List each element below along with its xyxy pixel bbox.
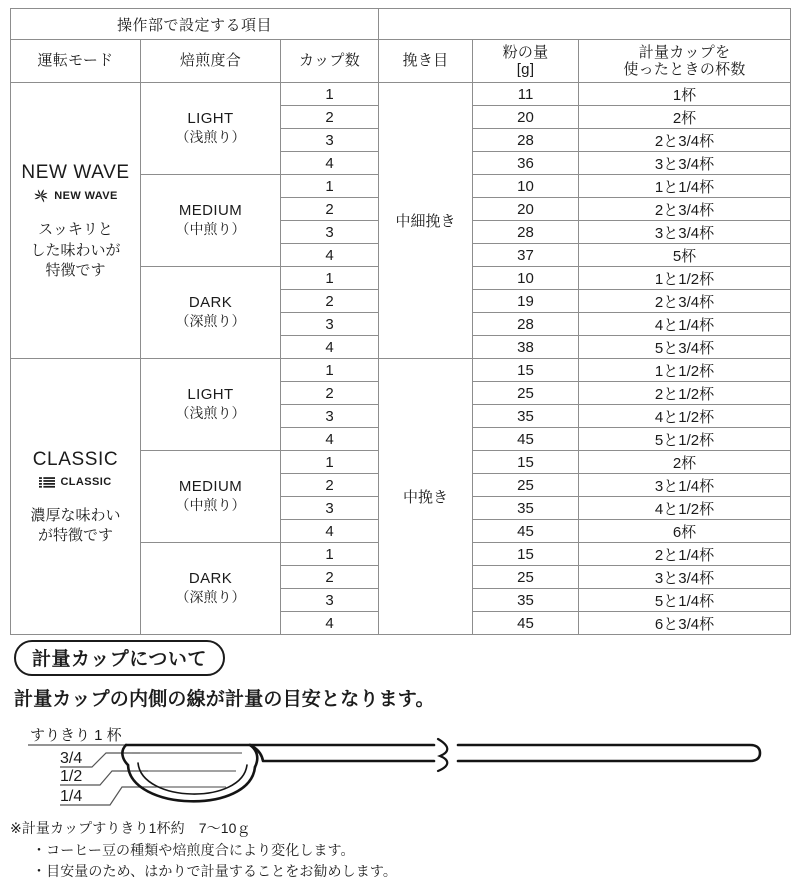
roast-name-jp: （深煎り） [175,589,246,606]
table-group-header-row [11,9,791,40]
cell-scoop-count: 1と1/4杯 [579,175,791,198]
cell-coffee-grams: 28 [473,129,579,152]
cell-cup-count: 2 [281,106,379,129]
cell-coffee-grams: 25 [473,566,579,589]
label-full: すりきり 1 杯 [30,727,122,744]
cell-scoop-count: 5杯 [579,244,791,267]
label-quarter: 1/4 [60,788,83,805]
cell-coffee-grams: 20 [473,198,579,221]
cell-scoop-count: 4と1/2杯 [579,405,791,428]
roast-cell-light: LIGHT （浅煎り） [141,359,281,451]
cell-scoop-count: 5と1/4杯 [579,589,791,612]
spec-table-container [10,8,790,635]
cell-coffee-grams: 35 [473,497,579,520]
cell-scoop-count: 4と1/2杯 [579,497,791,520]
cell-coffee-grams: 11 [473,83,579,106]
cell-coffee-grams: 25 [473,474,579,497]
scoop-handle-lower [250,745,434,761]
mode-cell-classic [11,359,141,635]
cell-cup-count: 1 [281,359,379,382]
table-row [11,83,791,106]
cell-cup-count: 1 [281,83,379,106]
cell-coffee-grams: 28 [473,313,579,336]
measuring-cup-diagram [14,719,784,829]
cell-cup-count: 4 [281,152,379,175]
mode-description [11,220,140,281]
roast-cell-medium: MEDIUM （中煎り） [141,175,281,267]
roast-cell-dark: DARK （深煎り） [141,543,281,635]
cell-scoop-count: 2と3/4杯 [579,129,791,152]
mode-description-line: スッキリと [38,221,113,239]
mode-description-line: 特徴です [45,261,106,279]
cell-cup-count: 4 [281,336,379,359]
cell-scoop-count: 6杯 [579,520,791,543]
roast-cell-dark: DARK （深煎り） [141,267,281,359]
mode-description-line: 濃厚な味わい [30,506,121,524]
column-header-5: 計量カップを 使ったときの杯数 [579,40,791,83]
cell-coffee-grams: 37 [473,244,579,267]
group-header-spacer [379,9,791,40]
mode-name: CLASSIC [32,448,119,470]
cell-coffee-grams: 28 [473,221,579,244]
cell-cup-count: 3 [281,589,379,612]
mode-description-line: した味わいが [30,241,121,259]
cell-cup-count: 3 [281,129,379,152]
cell-coffee-grams: 36 [473,152,579,175]
cell-coffee-grams: 38 [473,336,579,359]
cell-coffee-grams: 25 [473,382,579,405]
cell-scoop-count: 6と3/4杯 [579,612,791,635]
table-row [11,359,791,382]
footnote-0: ※計量カップすりきり1杯約 7〜10ｇ [10,820,251,836]
cell-coffee-grams: 35 [473,405,579,428]
measuring-cup-heading: 計量カップについて [14,640,225,676]
cell-scoop-count: 5と3/4杯 [579,336,791,359]
roast-name-jp: （中煎り） [175,221,246,238]
cell-grind-size: 中細挽き [379,83,473,359]
cell-scoop-count: 2と1/4杯 [579,543,791,566]
measuring-cup-section [14,640,784,829]
cell-cup-count: 3 [281,497,379,520]
cell-scoop-count: 2と3/4杯 [579,290,791,313]
roast-cell-medium: MEDIUM （中煎り） [141,451,281,543]
cell-scoop-count: 3と3/4杯 [579,221,791,244]
cell-coffee-grams: 45 [473,612,579,635]
mode-badge [11,188,140,204]
cell-cup-count: 1 [281,543,379,566]
cell-scoop-count: 2と3/4杯 [579,198,791,221]
cell-scoop-count: 3と1/4杯 [579,474,791,497]
column-header-1: 焙煎度合 [141,40,281,83]
table-column-header-row [11,40,791,83]
roast-cell-light: LIGHT （浅煎り） [141,83,281,175]
cell-cup-count: 3 [281,405,379,428]
cell-scoop-count: 2杯 [579,106,791,129]
mode-badge [11,475,140,490]
cell-grind-size: 中挽き [379,359,473,635]
cell-scoop-count: 1杯 [579,83,791,106]
cell-scoop-count: 1と1/2杯 [579,267,791,290]
scoop-illustration-svg [14,719,784,829]
cell-scoop-count: 1と1/2杯 [579,359,791,382]
mode-name: NEW WAVE [21,161,130,183]
break-squiggle [438,739,447,771]
cell-scoop-count: 3と3/4杯 [579,566,791,589]
handle-end [458,745,760,761]
label-three-quarter: 3/4 [60,750,83,767]
cell-cup-count: 1 [281,267,379,290]
cell-cup-count: 2 [281,566,379,589]
cell-coffee-grams: 15 [473,543,579,566]
cell-coffee-grams: 19 [473,290,579,313]
mode-badge-label: NEW WAVE [54,190,118,203]
cell-cup-count: 4 [281,612,379,635]
column-header-4: 粉の量 [g] [473,40,579,83]
cell-cup-count: 3 [281,313,379,336]
roast-name-jp: （深煎り） [175,313,246,330]
footnote-2: ・目安量のため、はかりで計量することをお勧めします。 [32,863,397,880]
cell-scoop-count: 4と1/4杯 [579,313,791,336]
cell-cup-count: 3 [281,221,379,244]
cell-scoop-count: 3と3/4杯 [579,152,791,175]
brewing-spec-table [10,8,791,635]
measuring-cup-lead: 計量カップの内側の線が計量の目安となります。 [14,689,435,710]
roast-name-jp: （浅煎り） [175,129,246,146]
column-header-3: 挽き目 [379,40,473,83]
cell-coffee-grams: 20 [473,106,579,129]
mode-description [11,506,140,547]
cell-cup-count: 2 [281,290,379,313]
mode-cell-new-wave [11,83,141,359]
cell-cup-count: 1 [281,451,379,474]
footnote-1: ・コーヒー豆の種類や焙煎度合により変化します。 [32,841,355,858]
label-half: 1/2 [60,768,83,785]
cell-coffee-grams: 35 [473,589,579,612]
cell-cup-count: 4 [281,520,379,543]
cell-cup-count: 2 [281,474,379,497]
mode-description-line: が特徴です [37,527,113,545]
cell-coffee-grams: 45 [473,520,579,543]
column-header-0: 運転モード [11,40,141,83]
cell-scoop-count: 5と1/2杯 [579,428,791,451]
mode-badge-label: CLASSIC [60,476,112,489]
cell-cup-count: 4 [281,428,379,451]
cell-coffee-grams: 15 [473,359,579,382]
roast-name-jp: （浅煎り） [175,405,246,422]
column-header-2: カップ数 [281,40,379,83]
swirl-icon [33,188,49,204]
cell-coffee-grams: 10 [473,175,579,198]
cell-coffee-grams: 45 [473,428,579,451]
cell-scoop-count: 2杯 [579,451,791,474]
cell-coffee-grams: 10 [473,267,579,290]
cell-coffee-grams: 15 [473,451,579,474]
cell-cup-count: 2 [281,382,379,405]
group-header-cell: 操作部で設定する項目 [11,9,379,40]
cell-cup-count: 2 [281,198,379,221]
scoop-bowl-inner [138,763,247,794]
cell-cup-count: 4 [281,244,379,267]
drip-lines-icon [39,476,55,490]
cell-cup-count: 1 [281,175,379,198]
scoop-left-lip [122,745,128,765]
footnotes [10,818,780,883]
roast-name-jp: （中煎り） [175,497,246,514]
cell-scoop-count: 2と1/2杯 [579,382,791,405]
